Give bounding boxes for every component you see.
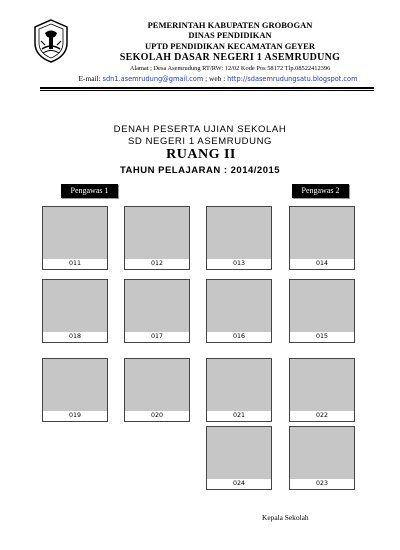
desk	[124, 358, 190, 423]
desk-seat	[206, 279, 272, 333]
desk-seat	[124, 358, 190, 412]
desk	[42, 206, 108, 271]
letterhead-agency: DINAS PENDIDIKAN	[188, 30, 272, 40]
desk-number: 018	[42, 332, 108, 343]
desk	[42, 279, 108, 344]
supervisor-1-label: Pengawas 1	[61, 184, 118, 198]
web-link[interactable]: http://sdasemrudungsatu.blogspot.com	[227, 75, 358, 83]
desk	[289, 206, 355, 271]
letterhead-contact	[28, 74, 400, 83]
desk	[124, 206, 190, 271]
desk-seat	[206, 206, 272, 260]
desk-number: 012	[124, 259, 190, 270]
desk	[289, 358, 355, 423]
supervisor-2-label: Pengawas 2	[292, 184, 349, 198]
desk	[206, 426, 272, 491]
document-title: DENAH PESERTA UJIAN SEKOLAH	[113, 124, 287, 135]
desk-number: 023	[289, 479, 355, 490]
letterhead-rule-thin	[40, 90, 374, 91]
letterhead-government: PEMERINTAH KABUPATEN GROBOGAN	[147, 20, 313, 30]
desk	[289, 279, 355, 344]
desk-number: 015	[289, 332, 355, 343]
desk-seat	[206, 426, 272, 480]
desk-seat	[206, 358, 272, 412]
letterhead-rule-thick	[40, 87, 374, 89]
desk-number: 017	[124, 332, 190, 343]
desk	[206, 206, 272, 271]
school-name: SD NEGERI 1 ASEMRUDUNG	[127, 136, 273, 147]
email-label: E-mail:	[78, 74, 101, 83]
letterhead-address: Alamat ; Desa Asemrudung RT/RW: 12/02 Kode Pos 58172 Tlp.08522412396	[129, 65, 331, 72]
web-label: ; web :	[205, 74, 226, 83]
desk	[42, 358, 108, 423]
desk-number: 021	[206, 411, 272, 422]
desk-number: 024	[206, 479, 272, 490]
desk-number: 011	[42, 259, 108, 270]
desk	[206, 358, 272, 423]
signature-title: Kepala Sekolah	[262, 513, 309, 522]
letterhead-school: SEKOLAH DASAR NEGERI 1 ASEMRUDUNG	[119, 52, 341, 63]
room-title: RUANG II	[166, 147, 236, 162]
desk	[206, 279, 272, 344]
desk-seat	[124, 206, 190, 260]
desk	[124, 279, 190, 344]
academic-year: TAHUN PELAJARAN : 2014/2015	[119, 165, 281, 176]
desk-number: 022	[289, 411, 355, 422]
desk	[289, 426, 355, 491]
desk-seat	[42, 206, 108, 260]
desk-number: 013	[206, 259, 272, 270]
desk-seat	[42, 358, 108, 412]
desk-number: 020	[124, 411, 190, 422]
desk-seat	[42, 279, 108, 333]
desk-number: 014	[289, 259, 355, 270]
desk-seat	[289, 426, 355, 480]
desk-seat	[289, 206, 355, 260]
desk-number: 016	[206, 332, 272, 343]
desk-seat	[289, 279, 355, 333]
email-link[interactable]: sdn1.asemrudung@gmail.com	[102, 75, 204, 83]
letterhead-unit: UPTD PENDIDIKAN KECAMATAN GEYER	[145, 41, 315, 51]
desk-seat	[124, 279, 190, 333]
desk-seat	[289, 358, 355, 412]
desk-number: 019	[42, 411, 108, 422]
